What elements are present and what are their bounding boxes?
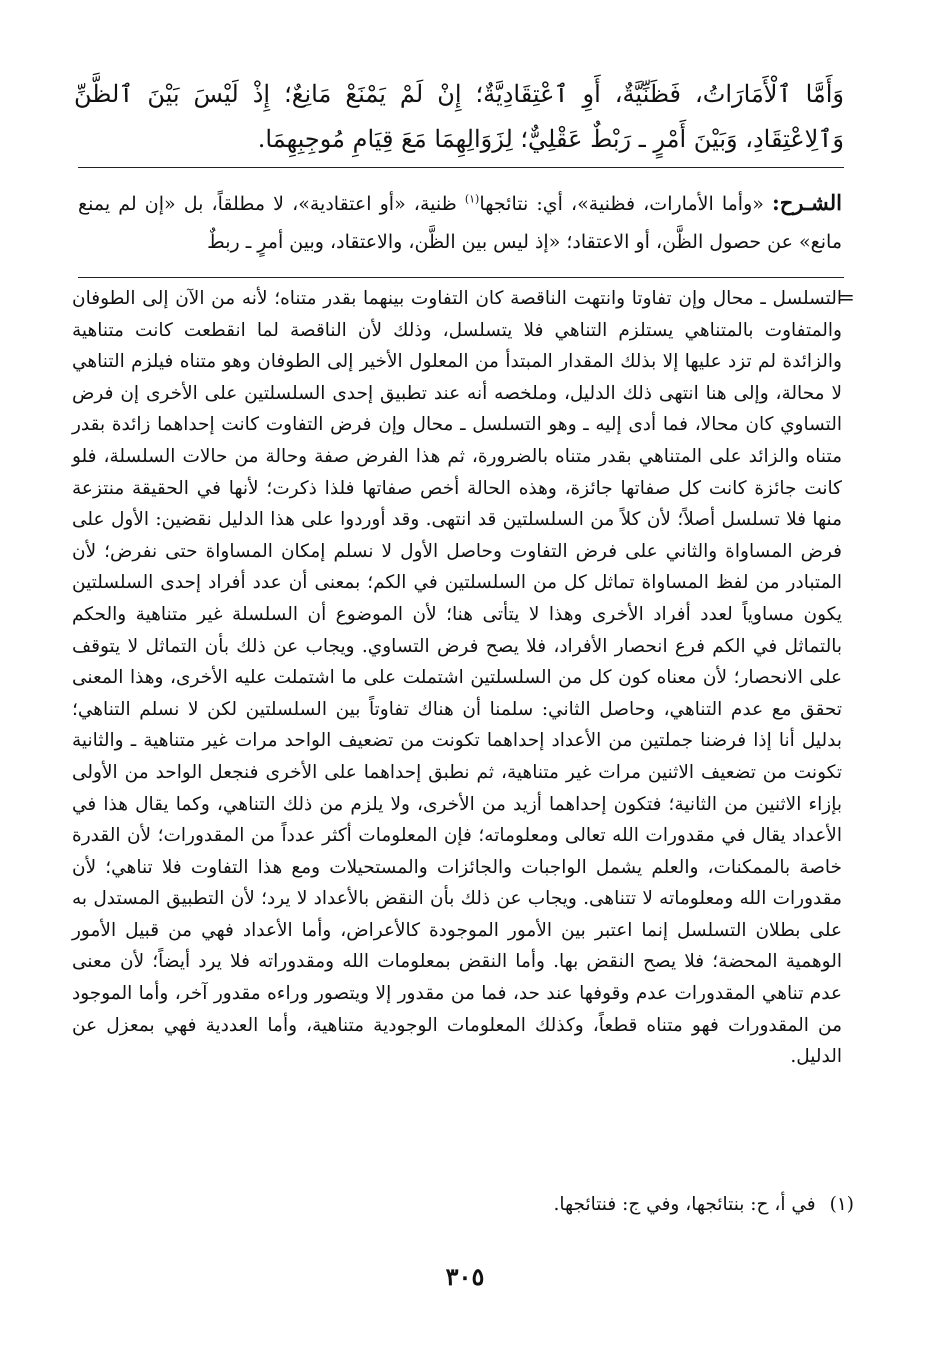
footnote-reference: (١) xyxy=(464,192,480,206)
notes-text: التسلسل ـ محال وإن تفاوتا وانتهت الناقصة كان التفاوت بينهما بقدر متناه؛ لأنه من الآن إلى الطوفان والمتفاوت بالمتناهي يستلزم التناهي فلا يتسلسل، وذلك لأن الناقصة لما انقطعت كانت متناهية والزائدة لم تزد عليها إلا بذلك المقدار المبتدأ من المعلول الأخير إلى الطوفان وهو متناه فيلزم التناهي لا محالة، وإلى هنا انتهى ذلك الدليل، وملخصه أنه عند تطبيق إحدى السلسلتين على الأخرى إن فرض التساوي كان محالا، فما أدى إليه ـ وهو التسلسل ـ محال وإن فرض التفاوت كانت إحداهما زائدة بقدر متناه والزائد على المتناهي بقدر متناه بالضرورة، ثم هذا الفرض صفة وحالة من حالات السلسلة، فلو كانت جائزة كانت كل صفاتها جائزة، وهذه الحالة أخص صفاتها فلذا ذكرت؛ لأنها في الحقيقة منتزعة منها فلا تسلسل أصلاً؛ لأن كلاً من السلسلتين قد انتهى. وقد أوردوا على هذا الدليل نقضين: الأول على فرض المساواة والثاني على فرض التفاوت وحاصل الأول لا نسلم إمكان المساواة حتى نفرض؛ لأن المتبادر من لفظ المساواة تماثل كل من السلسلتين في الكم؛ بمعنى أن عدد أفراد إحدى السلسلتين يكون مساوياً لعدد أفراد الأخرى وهذا لا يتأتى هنا؛ لأن الموضوع أن السلسلة غير متناهية والحكم بالتماثل في الكم فرع انحصار الأفراد، فلا يصح فرض التساوي. ويجاب عن ذلك بأن التماثل لا يتوقف على الانحصار؛ لأن معناه كون كل من السلسلتين اشتملت على ما اشتملت عليه الأخرى، وهذا المعنى تحقق مع عدم التناهي، وحاصل الثاني: سلمنا أن هناك تفاوتاً بين السلسلتين لكن لا نسلم التناهي؛ بدليل أنا إذا فرضنا جملتين من الأعداد إحداهما تكونت من تضعيف الواحد مرات غير متناهية ـ والثانية تكونت من تضعيف الاثنين مرات غير متناهية، ثم نطبق إحداهما على الأخرى فنجعل الواحد من الأولى بإزاء الاثنين من الثانية؛ فتكون إحداهما أزيد من الأخرى، ولا يلزم من ذلك التناهي، وكما يقال هذا في الأعداد يقال في مقدورات الله تعالى ومعلوماته؛ فإن المعلومات أكثر عدداً من المقدورات؛ لأن القدرة خاصة بالممكنات، والعلم يشمل الواجبات والجائزات والمستحيلات ومع هذا التفاوت فلا تناهي؛ لأن مقدورات الله ومعلوماته لا تتناهى. ويجاب عن ذلك بأن النقض بالأعداد لا يرد؛ لأن التطبيق المستدل به على بطلان التسلسل إنما اعتبر بين الأمور الموجودة كالأعراض، وأما الأعداد فهي من قبيل الأمور الوهمية المحضة؛ فلا يصح النقض بها. وأما النقض بمعلومات الله ومقدوراته فلا يرد أيضاً؛ لأن معنى عدم تناهي المقدورات عدم وقوفها عند حد، فما من مقدور إلا ويتصور وراءه مقدور آخر، وأما الموجود من المقدورات فهو متناه قطعاً، وكذلك المعلومات الوجودية متناهية، وأما العددية فهي بمعزل عن الدليل. xyxy=(72,288,842,1068)
sharh-label: الشـرح: xyxy=(771,190,842,215)
notes-block xyxy=(72,283,842,1073)
sharh-text-start: «وأما الأمارات، فظنية»، أي: نتائجها xyxy=(479,193,764,215)
footnote-text: في أ، ح: بنتائجها، وفي ج: فنتائجها. xyxy=(553,1194,816,1215)
sharh-paragraph xyxy=(78,184,842,261)
sharh-block xyxy=(78,184,842,261)
divider-notes xyxy=(78,277,844,278)
matn-text: وَأَمَّا ٱلْأَمَارَاتُ، فَظَنِّيَّةٌ، أَوِ ٱعْتِقَادِيَّةٌ؛ إِنْ لَمْ يَمْنَعْ مَانِعٌ؛ إِذْ لَيْسَ بَيْنَ ٱلظَّنِّ وَٱلِاعْتِقَادِ، وَبَيْنَ أَمْرٍ ـ رَبْطٌ عَقْلِيٌّ؛ لِزَوَالِهِمَا مَعَ قِيَامِ مُوجِبِهِمَا. xyxy=(74,80,844,153)
matn-text-block xyxy=(74,72,844,162)
sharh-text-rest: ظنية، «أو اعتقادية»، لا مطلقاً، بل «إن لم يمنع مانع» عن حصول الظَّن، أو الاعتقاد؛ «إذ ليس بين الظَّن، والاعتقاد، وبين أمرٍ ـ ربطٌ xyxy=(78,193,842,253)
divider-top xyxy=(78,167,844,168)
page-number: ٣٠٥ xyxy=(445,1262,485,1291)
continuation-mark: = xyxy=(838,285,855,309)
footnote xyxy=(84,1190,854,1220)
footnote-number: (١) xyxy=(829,1194,854,1215)
